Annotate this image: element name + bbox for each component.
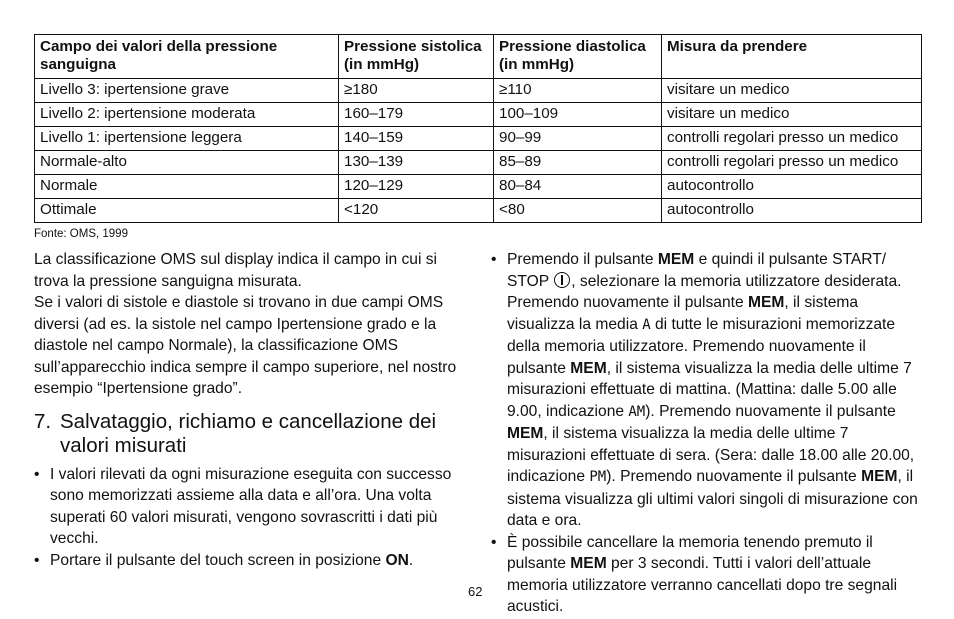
bullet-text: È possibile cancellare la memoria tenendo premuto il pulsante [507, 533, 873, 572]
bullet-text: Portare il pulsante del touch screen in posizione [50, 551, 386, 569]
who-classification-table [34, 34, 922, 223]
table-row [35, 127, 922, 151]
header-range: Campo dei valori della pressione sanguigna [35, 35, 339, 79]
cell-diastolic: 85–89 [494, 151, 662, 175]
cell-diastolic: 90–99 [494, 127, 662, 151]
cell-range: Livello 3: ipertensione grave [35, 79, 339, 103]
header-diastolic: Pressione diastolica (in mmHg) [494, 35, 662, 79]
list-item [34, 464, 474, 550]
list-item [491, 532, 923, 618]
section-bullet-list [34, 464, 474, 572]
list-item [491, 249, 923, 532]
bullet-text: , il sistema visualizza gli ultimi valori singoli di misurazione con data e ora. [507, 468, 918, 529]
cell-range: Normale [35, 175, 339, 199]
cell-action: autocontrollo [662, 199, 922, 223]
bullet-text: per 3 secondi. Tutti i valori dell’attuale memoria utilizzatore verranno cancellati dopo tre segnali acustici. [507, 555, 898, 615]
cell-range: Livello 2: ipertensione moderata [35, 103, 339, 127]
cell-action: visitare un medico [662, 103, 922, 127]
cell-action: visitare un medico [662, 79, 922, 103]
bullet-text: , selezionare la memoria utilizzatore desiderata. Premendo nuovamente il pulsante [507, 272, 902, 311]
header-systolic: Pressione sistolica (in mmHg) [339, 35, 494, 79]
cell-systolic: ≥180 [339, 79, 494, 103]
cell-range: Ottimale [35, 199, 339, 223]
cell-action: controlli regolari presso un medico [662, 127, 922, 151]
power-icon [554, 272, 570, 288]
mem-keyword: MEM [507, 425, 544, 442]
cell-diastolic: 80–84 [494, 175, 662, 199]
table-row [35, 151, 922, 175]
table-row [35, 79, 922, 103]
cell-range: Normale-alto [35, 151, 339, 175]
mem-keyword: MEM [570, 359, 607, 377]
section-heading [34, 410, 474, 458]
memory-bullet-list [491, 249, 923, 618]
cell-systolic: 160–179 [339, 103, 494, 127]
bullet-text: di tutte le misurazioni memorizzate della memoria utilizzatore. Premendo nuovamente il pulsante [507, 315, 896, 377]
paragraph-who-display: La classificazione OMS sul display indica il campo in cui si trova la pressione sanguigna misurata. [34, 251, 438, 290]
on-keyword: ON [385, 551, 409, 569]
header-action: Misura da prendere [662, 35, 922, 79]
section-title: Salvataggio, richiamo e cancellazione dei valori misurati [60, 409, 437, 457]
cell-action: controlli regolari presso un medico [662, 151, 922, 175]
bullet-text: e quindi il pulsante START/ STOP [507, 251, 887, 290]
table-row [35, 199, 922, 223]
table-row [35, 103, 922, 127]
page-number: 62 [468, 584, 483, 599]
cell-diastolic: ≥110 [494, 79, 662, 103]
evening-display-symbol: PM [589, 469, 607, 485]
table-source-note: Fonte: OMS, 1999 [34, 228, 128, 240]
cell-diastolic: <80 [494, 199, 662, 223]
bullet-text: . [408, 551, 414, 569]
bullet-text: ). Premendo nuovamente il pulsante [606, 468, 862, 485]
bullet-text: , il sistema visualizza la media delle ultime 7 misurazioni effettuate di mattina. (Mattina: dalle 5.00 alle 9.00, indicazione [507, 359, 912, 420]
bullet-text: ). Premendo nuovamente il pulsante [645, 402, 896, 420]
cell-range: Livello 1: ipertensione leggera [35, 127, 339, 151]
bullet-text: , il sistema visualizza la media delle ultime 7 misurazioni effettuate di sera. (Sera: dalle 18.00 alle 20.00, indicazione [507, 425, 915, 485]
left-column [34, 249, 474, 571]
cell-diastolic: 100–109 [494, 103, 662, 127]
right-column [491, 249, 923, 618]
table-header-row [35, 35, 922, 79]
list-item [34, 550, 474, 572]
cell-systolic: 130–139 [339, 151, 494, 175]
section-number: 7. [34, 409, 52, 433]
cell-systolic: <120 [339, 199, 494, 223]
cell-action: autocontrollo [662, 175, 922, 199]
bullet-text: I valori rilevati da ogni misurazione eseguita con successo sono memorizzati assieme alla data e all’ora. Una volta superati 60 valori misurati, vengono sovrascritti i dati più vecchi. [50, 465, 452, 547]
cell-systolic: 120–129 [339, 175, 494, 199]
bullet-text: Premendo il pulsante [507, 251, 658, 268]
mem-keyword: MEM [748, 294, 785, 311]
mem-keyword: MEM [657, 251, 695, 268]
table-row [35, 175, 922, 199]
morning-display-symbol: AM [628, 403, 646, 420]
average-display-symbol: A [642, 316, 651, 333]
mem-keyword: MEM [861, 468, 898, 485]
paragraph-who-ranges: Se i valori di sistole e diastole si trovano in due campi OMS diversi (ad es. la sistole nel campo Ipertensione grado e la diastole nel campo Normale), la classificazione OMS sull’apparecchio indica sempre il campo superiore, nel nostro esempio “Ipertensione grado”. [34, 294, 457, 397]
bullet-text: , il sistema visualizza la media [507, 294, 859, 333]
mem-keyword: MEM [570, 555, 607, 572]
cell-systolic: 140–159 [339, 127, 494, 151]
